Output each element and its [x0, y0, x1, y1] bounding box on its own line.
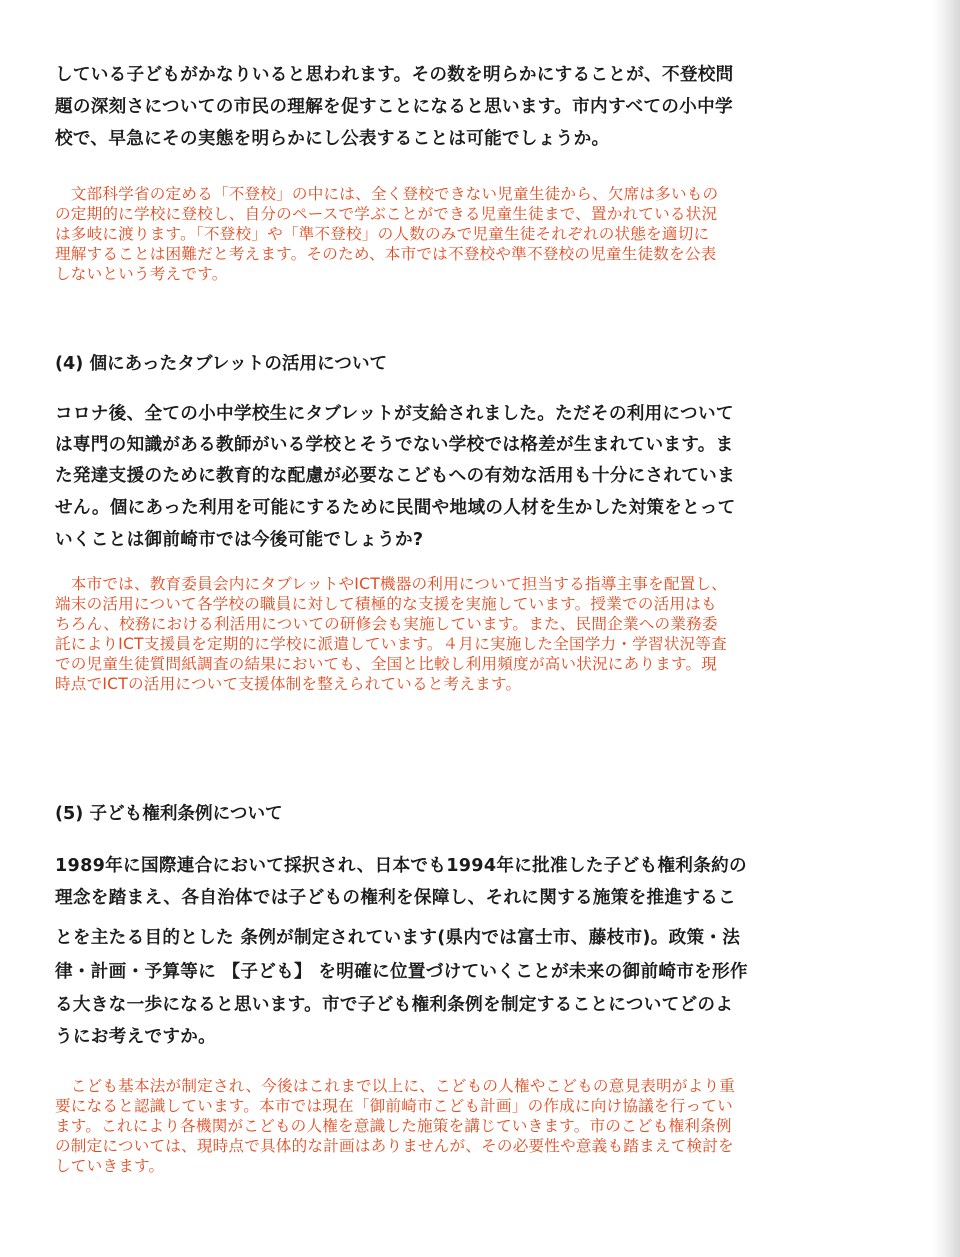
- section5-question-line: 1989年に国際連合において採択され、日本でも1994年に批准した子ども権利条約の: [55, 856, 747, 876]
- section5-question-line: うにお考えですか。: [55, 1027, 217, 1047]
- section4-heading: (4) 個にあったタブレットの活用について: [55, 354, 388, 374]
- section5-question-line: 理念を踏まえ、各自治体では子どもの権利を保障し、それに関する施策を推進するこ: [55, 888, 737, 908]
- intro-answer-line: は多岐に渡ります。「不登校」や「準不登校」の人数のみで児童生徒それぞれの状態を適切に: [55, 225, 710, 243]
- section5-answer-line: こども基本法が制定され、今後はこれまで以上に、こどもの人権やこどもの意見表明がより重: [55, 1077, 736, 1095]
- intro-answer-line: しないという考えです。: [55, 265, 228, 283]
- section5-answer-line: していきます。: [55, 1157, 165, 1175]
- section4-answer-line: 託によりICT支援員を定期的に学校に派遣しています。４月に実施した全国学力・学習状況等査: [55, 635, 727, 653]
- section5-heading: (5) 子ども権利条例について: [55, 804, 283, 824]
- section4-question-line: た発達支援のために教育的な配慮が必要なこどもへの有効な活用も十分にされていま: [55, 466, 735, 486]
- section5-question-line: 律・計画・予算等に 【子ども】 を明確に位置づけていくことが未来の御前崎市を形作: [55, 962, 748, 982]
- section4-answer-line: での児童生徒質問紙調査の結果においても、全国と比較し利用頻度が高い状況にあります。現: [55, 655, 718, 673]
- section4-question-line: せん。個にあった利用を可能にするために民間や地域の人材を生かした対策をとって: [55, 498, 736, 518]
- section4-question-line: コロナ後、全ての小中学校生にタブレットが支給されました。ただその利用について: [55, 404, 734, 424]
- section4-answer-line: 時点でICTの活用について支援体制を整えられていると考えます。: [55, 675, 522, 693]
- section4-question-line: は専門の知識がある教師がいる学校とそうでない学校では格差が生まれています。ま: [55, 435, 734, 455]
- section5-question-line: とを主たる目的とした 条例が制定されています(県内では富士市、藤枝市)。政策・法: [55, 928, 741, 948]
- intro-question-line: 題の深刻さについての市民の理解を促すことになると思います。市内すべての小中学: [55, 97, 733, 117]
- intro-question-line: 校で、早急にその実態を明らかにし公表することは可能でしょうか。: [55, 129, 610, 149]
- intro-question-line: している子どもがかなりいると思われます。その数を明らかにすることが、不登校問: [55, 65, 734, 85]
- section4-answer-line: ちろん、校務における利活用についての研修会も実施しています。また、民間企業への業務委: [55, 615, 718, 633]
- section5-answer-line: ます。これにより各機関がこどもの人権を意識した施策を講じていきます。市のこども権利条例: [55, 1117, 732, 1135]
- intro-answer-line: の定期的に学校に登校し、自分のペースで学ぶことができる児童生徒まで、置かれている状況: [55, 205, 718, 223]
- intro-answer-line: 理解することは困難だと考えます。そのため、本市では不登校や準不登校の児童生徒数を公表: [55, 245, 717, 263]
- section4-question-line: いくことは御前崎市では今後可能でしょうか?: [55, 530, 424, 550]
- section4-answer-line: 端末の活用について各学校の職員に対して積極的な支援を実施しています。授業での活用はも: [55, 595, 717, 613]
- section5-answer-line: の制定については、現時点で具体的な計画はありませんが、その必要性や意義も踏まえて検討を: [55, 1137, 734, 1155]
- intro-answer-line: 文部科学省の定める「不登校」の中には、全く登校できない児童生徒から、欠席は多いもの: [55, 185, 719, 203]
- section5-answer-line: 要になると認識しています。本市では現在「御前崎市こども計画」の作成に向け協議を行ってい: [55, 1097, 733, 1115]
- section5-question-line: る大きな一歩になると思います。市で子ども権利条例を制定することについてどのよ: [55, 995, 734, 1015]
- page-edge-shadow: [932, 0, 960, 1257]
- section4-answer-line: 本市では、教育委員会内にタブレットやICT機器の利用について担当する指導主事を配置し、: [55, 575, 728, 593]
